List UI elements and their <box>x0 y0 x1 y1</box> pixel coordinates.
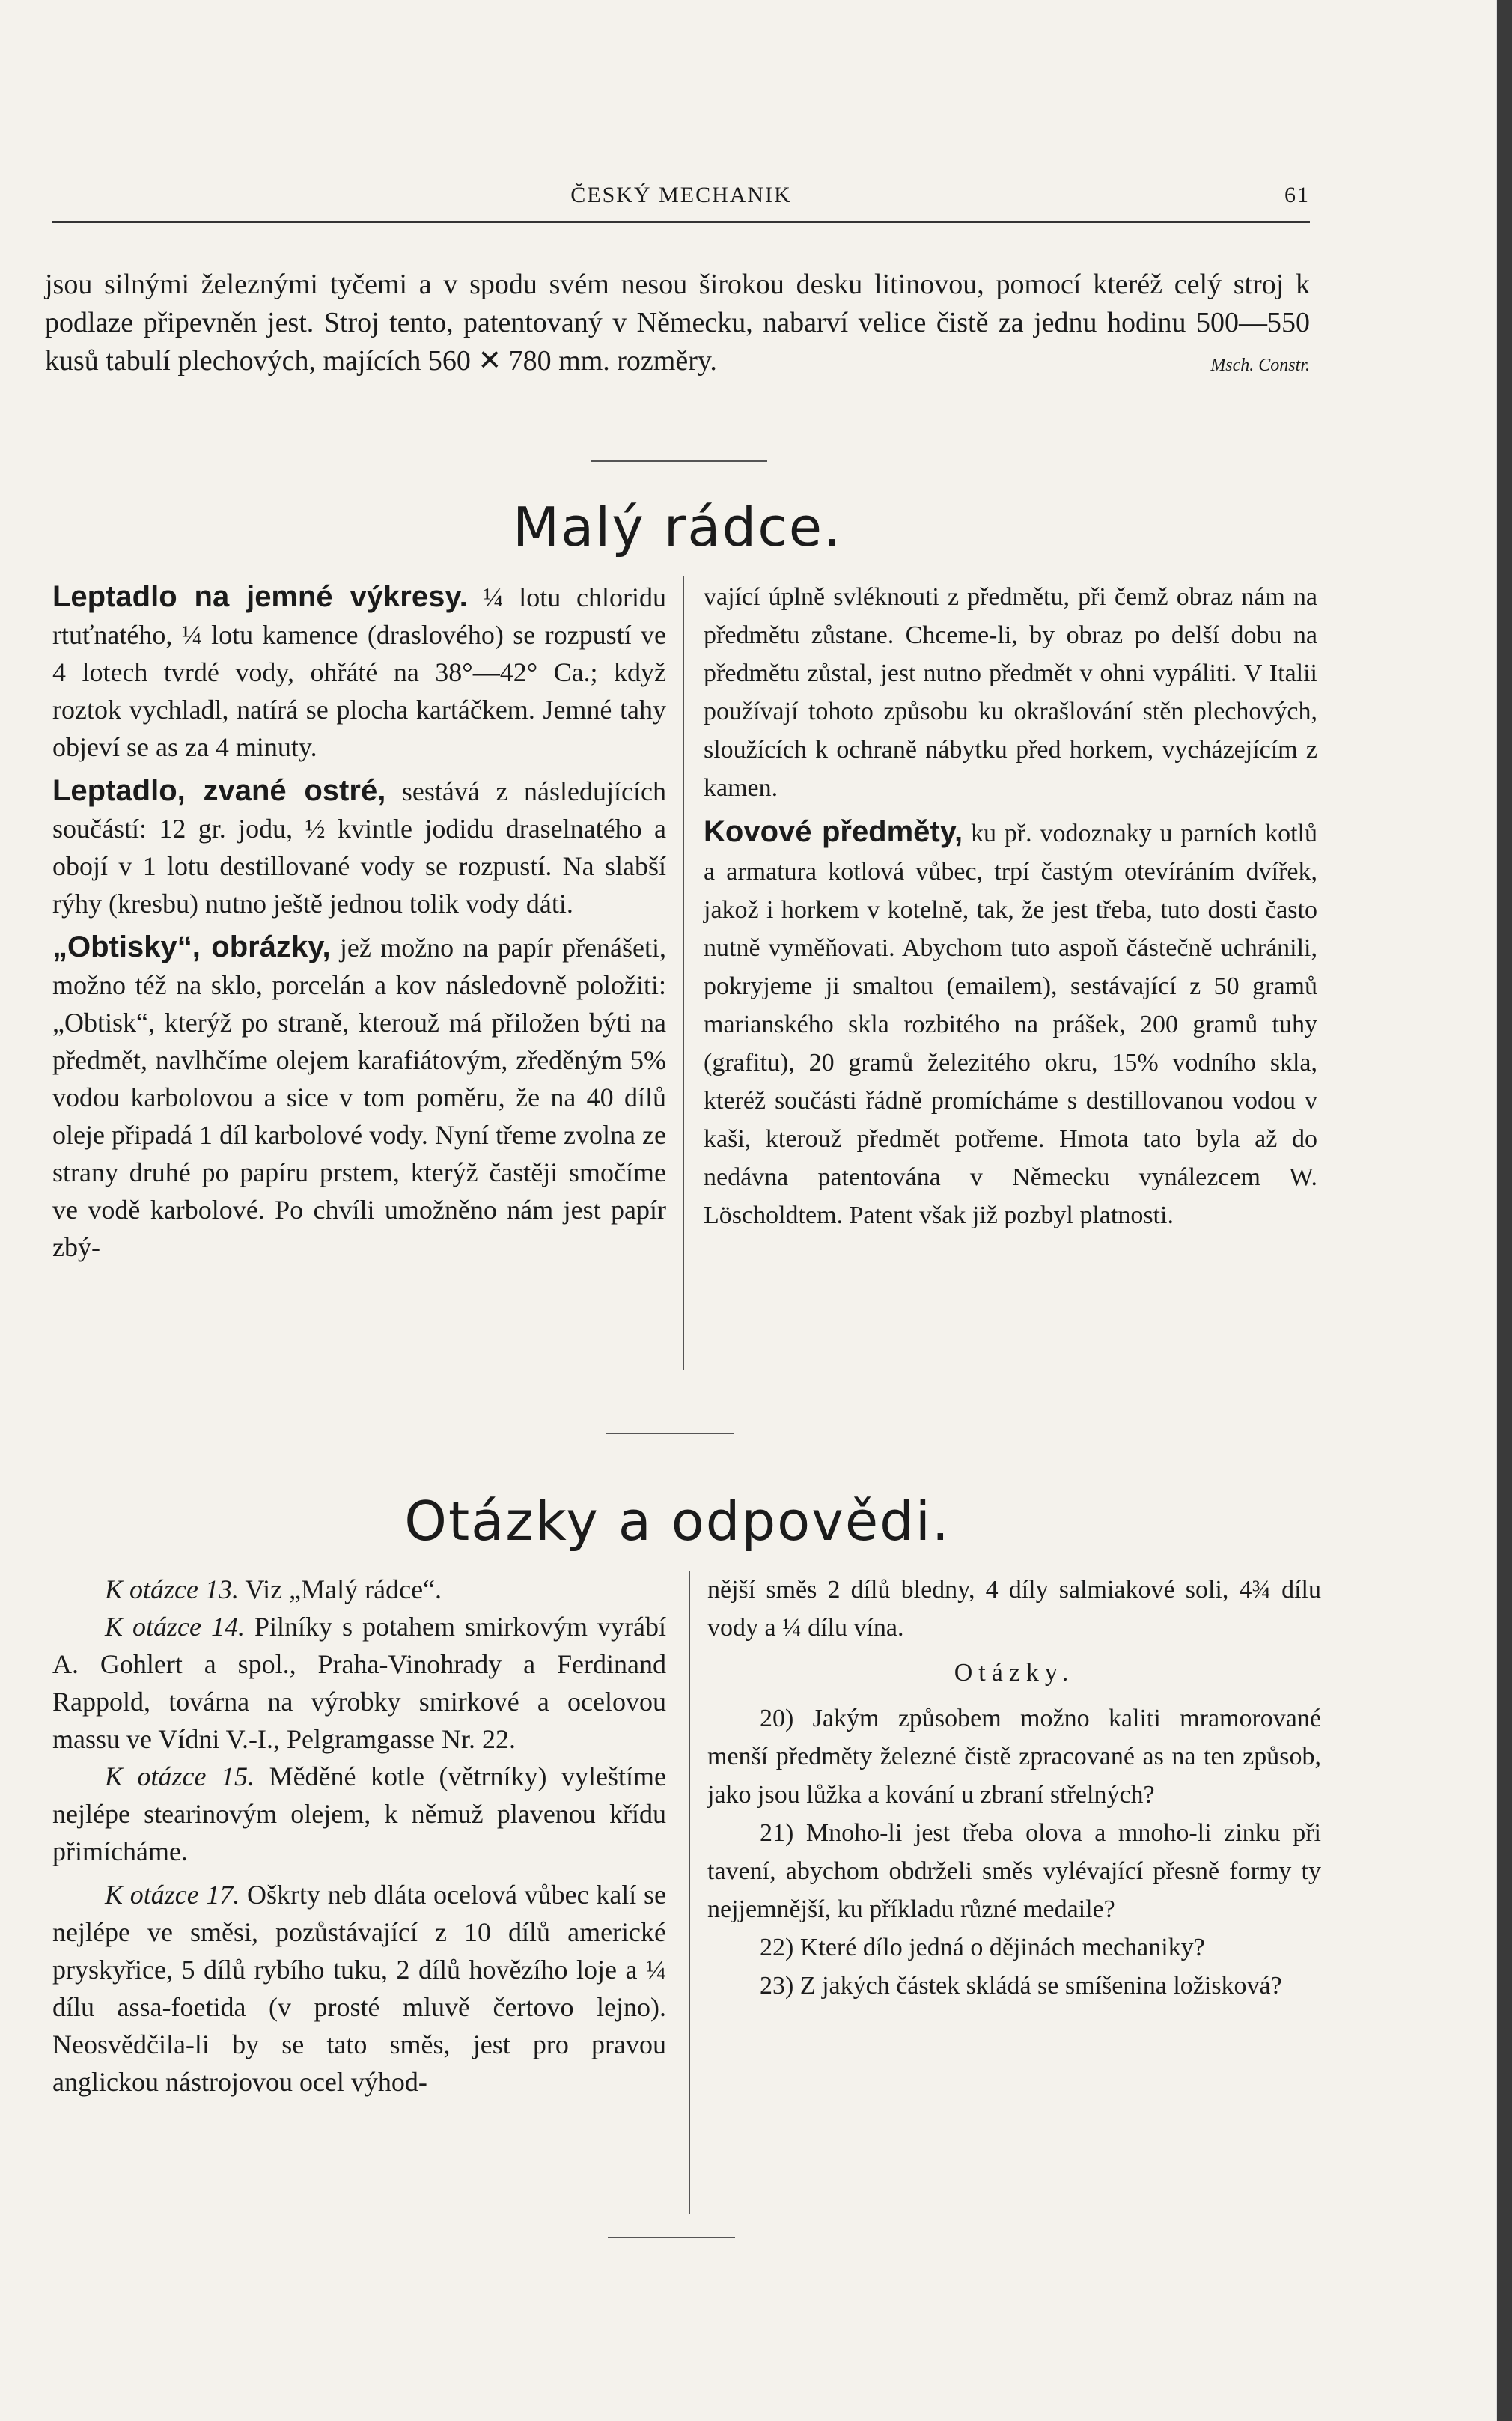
answer-15 <box>52 1758 666 1870</box>
divider <box>591 460 767 462</box>
section-title-maly-radce: Malý rádce. <box>513 496 842 558</box>
intro-paragraph <box>45 266 1310 385</box>
answer-text: Měděné kotle (větrníky) vyleštíme nejlépe stearinovým olejem, k němuž plavenou křídu přimícháme. <box>52 1761 667 1866</box>
question-22: 22) Které dílo jedná o dějinách mechaniky? <box>760 1934 1205 1961</box>
article-text: ¼ lotu chloridu rtuťnatého, ¼ lotu kamence (draslového) se rozpustí ve 4 lotech tvrdé vody, ohřáté na 38°—42° Ca.; když roztok vychladl, natírá se plocha kartáčkem. Jemné tahy objeví se as za 4 minuty. <box>52 582 666 762</box>
article-heading: Leptadlo na jemné výkresy. <box>52 580 468 613</box>
answer-label: K otázce 13. <box>105 1574 239 1604</box>
answer-text: Pilníky s potahem smirkovým vyrábí A. Gohlert a spol., Praha-Vinohrady a Ferdinand Rappold, továrna na výrobky smirkové a ocelovou massu ve Vídni V.-I., Pelgramgasse Nr. 22. <box>52 1612 666 1754</box>
article-heading: „Obtisky“, obrázky, <box>52 931 331 963</box>
section2-left-column <box>52 1571 666 2101</box>
answer-continuation: nější směs 2 dílů bledny, 4 díly salmiakové soli, 4¾ dílu vody a ¼ dílu vína. <box>707 1576 1321 1642</box>
article-leptadlo-jemne <box>52 578 666 766</box>
question-23: 23) Z jakých částek skládá se smíšenina ložisková? <box>760 1972 1282 2000</box>
article-text: jež možno na papír přenášeti, možno též na sklo, porcelán a kov následovně položiti: „Obtisk“, kterýž po straně, kterouž má přiložen býti na předmět, navlhčíme olejem karafiátovým, zředěným 5% vodou karbolovou a sice v tom poměru, že na 40 dílů oleje připadá 1 díl karbolové vody. Nyní třeme zvolna ze strany druhé po papíru prstem, kterýž častěji smočíme ve vodě karbolové. Po chvíli umožněno nám jest papír zbý- <box>52 933 667 1262</box>
section1-left-column <box>52 578 666 1266</box>
answer-14 <box>52 1608 666 1758</box>
intro-signature: Msch. Constr. <box>1210 356 1310 375</box>
journal-title: ČESKÝ MECHANIK <box>570 183 792 207</box>
questions-heading: Otázky. <box>954 1659 1075 1687</box>
intro-text: jsou silnými železnými tyčemi a v spodu svém nesou širokou desku litinovou, pomocí kteréž celý stroj k podlaze připevněn jest. Stroj tento, patentovaný v Německu, nabarví velice čistě za jednu hodinu 500—550 kusů tabulí plechových, majících 560 ✕ 780 mm. rozměry. <box>45 269 1310 377</box>
article-text: vající úplně svléknouti z předmětu, při čemž obraz nám na předmětu zůstane. Chceme-li, by obraz po delší dobu na předmětu zůstal, jest nutno předmět v ohni vypáliti. V Italii používají tohoto způsobu ku okrašlování stěn plechových, sloužících k ochraně nábytku před horkem, vycházejícím z kamen. <box>704 583 1317 802</box>
column-divider <box>683 576 684 1370</box>
section2-right-column <box>707 1571 1321 2005</box>
section-title-otazky: Otázky a odpovědi. <box>404 1490 951 1553</box>
article-continuation <box>704 578 1317 807</box>
article-heading: Kovové předměty, <box>704 815 963 848</box>
article-text: sestává z následujících součástí: 12 gr. jodu, ½ kvintle jodidu draselnatého a obojí v 1 lotu destillované vody se rozpustí. Na slabší rýhy (kresbu) nutno ještě jednou tolik vody dáti. <box>52 776 666 919</box>
answer-text: Viz „Malý rádce“. <box>238 1574 442 1604</box>
article-text: ku př. vodoznaky u parních kotlů a armatura kotlová vůbec, trpí častým otevíráním dvířek, jakož i horkem v kotelně, tak, že jest třeba, tuto dosti často nutně vyměňovati. Abychom tuto aspoň částečně uchránili, pokryjeme ji smaltou (emailem), sestávající z 50 gramů marianského skla rozbitého na prášek, 200 gramů tuhy (grafitu), 20 gramů železitého okru, 15% vodního skla, kteréž součásti řádně promícháme s destillovanou vodou v kaši, kterouž předmět potřeme. Hmota tato byla až do nedávna patentována v Německu vynálezcem W. Löscholdtem. Patent však již pozbyl platnosti. <box>704 820 1317 1229</box>
article-obtisky <box>52 928 666 1266</box>
page-header <box>52 183 1310 213</box>
article-leptadlo-ostre <box>52 772 666 922</box>
answer-label: K otázce 17. <box>105 1880 240 1910</box>
column-divider <box>689 1571 690 2214</box>
divider <box>608 2237 735 2238</box>
divider <box>606 1433 734 1434</box>
answer-label: K otázce 14. <box>105 1612 245 1642</box>
answer-label: K otázce 15. <box>105 1761 255 1791</box>
article-heading: Leptadlo, zvané ostré, <box>52 774 386 807</box>
page-number: 61 <box>1284 183 1310 207</box>
article-kovove-predmety <box>704 813 1317 1234</box>
answer-13 <box>52 1571 666 1608</box>
scan-edge <box>1497 0 1512 2421</box>
answer-text: Oškrty neb dláta ocelová vůbec kalí se nejlépe ve směsi, pozůstávající z 10 dílů americké pryskyřice, 5 dílů rybího tuku, 2 dílů hovězího loje a ¼ dílu assa-foetida (v prosté mluvě čertovo lejno). Neosvědčila-li by se tato směs, jest pro pravou anglickou nástrojovou ocel výhod- <box>52 1880 666 2097</box>
answer-17 <box>52 1876 666 2101</box>
header-rule <box>52 221 1310 228</box>
question-20: 20) Jakým způsobem možno kaliti mramorované menší předměty železné čistě zpracované as na ten způsob, jako jsou lůžka a kování u zbraní střelných? <box>707 1705 1321 1809</box>
section1-right-column <box>704 578 1317 1234</box>
question-21: 21) Mnoho-li jest třeba olova a mnoho-li zinku při tavení, abychom obdrželi směs vylévající přesně formy ty nejjemnější, ku příkladu různé medaile? <box>707 1819 1321 1923</box>
